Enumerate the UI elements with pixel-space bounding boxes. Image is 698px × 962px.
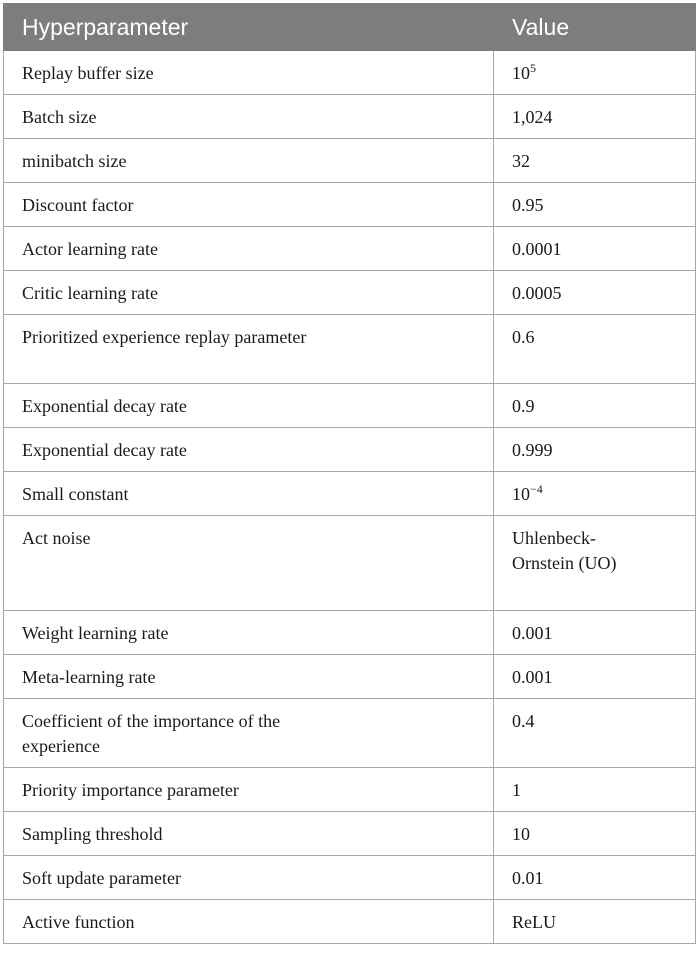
table-row bbox=[4, 315, 696, 384]
table-row bbox=[4, 271, 696, 315]
param-cell: Sampling threshold bbox=[4, 812, 494, 856]
header-hyperparameter: Hyperparameter bbox=[4, 4, 494, 51]
table-row bbox=[4, 699, 696, 768]
table-row bbox=[4, 428, 696, 472]
table-row bbox=[4, 95, 696, 139]
header-value: Value bbox=[494, 4, 696, 51]
value-cell: 0.95 bbox=[494, 183, 696, 227]
value-cell: Uhlenbeck-Ornstein (UO) bbox=[494, 516, 696, 611]
value-cell: 1 bbox=[494, 768, 696, 812]
param-cell: minibatch size bbox=[4, 139, 494, 183]
table-row bbox=[4, 856, 696, 900]
value-cell: 0.001 bbox=[494, 655, 696, 699]
value-exponent: 5 bbox=[530, 61, 536, 75]
value-cell: 0.001 bbox=[494, 611, 696, 655]
table-row bbox=[4, 227, 696, 271]
value-cell: 1,024 bbox=[494, 95, 696, 139]
table-row bbox=[4, 516, 696, 611]
param-cell: Soft update parameter bbox=[4, 856, 494, 900]
param-cell: Batch size bbox=[4, 95, 494, 139]
table-row bbox=[4, 472, 696, 516]
value-cell: 0.0005 bbox=[494, 271, 696, 315]
param-cell: Active function bbox=[4, 900, 494, 944]
param-cell: Replay buffer size bbox=[4, 51, 494, 95]
table-row bbox=[4, 139, 696, 183]
value-cell: 32 bbox=[494, 139, 696, 183]
value-cell: 0.999 bbox=[494, 428, 696, 472]
table-row bbox=[4, 768, 696, 812]
param-cell: Critic learning rate bbox=[4, 271, 494, 315]
table-header-row bbox=[4, 4, 696, 51]
table-row bbox=[4, 384, 696, 428]
value-cell: ReLU bbox=[494, 900, 696, 944]
param-cell: Act noise bbox=[4, 516, 494, 611]
param-cell: Prioritized experience replay parameter bbox=[4, 315, 494, 384]
value-cell: 0.9 bbox=[494, 384, 696, 428]
value-exponent: −4 bbox=[530, 482, 543, 496]
table-row bbox=[4, 655, 696, 699]
param-cell: Exponential decay rate bbox=[4, 384, 494, 428]
param-cell: Actor learning rate bbox=[4, 227, 494, 271]
table-row bbox=[4, 611, 696, 655]
param-cell: Meta-learning rate bbox=[4, 655, 494, 699]
param-cell: Weight learning rate bbox=[4, 611, 494, 655]
hyperparameter-table bbox=[3, 3, 696, 944]
param-cell: Coefficient of the importance of the experience bbox=[4, 699, 494, 768]
value-cell: 0.6 bbox=[494, 315, 696, 384]
table-row bbox=[4, 51, 696, 95]
value-cell: 10 bbox=[494, 812, 696, 856]
param-cell: Small constant bbox=[4, 472, 494, 516]
value-cell: 0.4 bbox=[494, 699, 696, 768]
value-cell: 0.01 bbox=[494, 856, 696, 900]
value-cell bbox=[494, 472, 696, 516]
table-row bbox=[4, 183, 696, 227]
value-base: 10 bbox=[512, 484, 530, 504]
value-cell: 0.0001 bbox=[494, 227, 696, 271]
param-cell: Exponential decay rate bbox=[4, 428, 494, 472]
param-cell: Priority importance parameter bbox=[4, 768, 494, 812]
value-base: 10 bbox=[512, 63, 530, 83]
table-row bbox=[4, 812, 696, 856]
value-cell bbox=[494, 51, 696, 95]
param-cell: Discount factor bbox=[4, 183, 494, 227]
table-row bbox=[4, 900, 696, 944]
